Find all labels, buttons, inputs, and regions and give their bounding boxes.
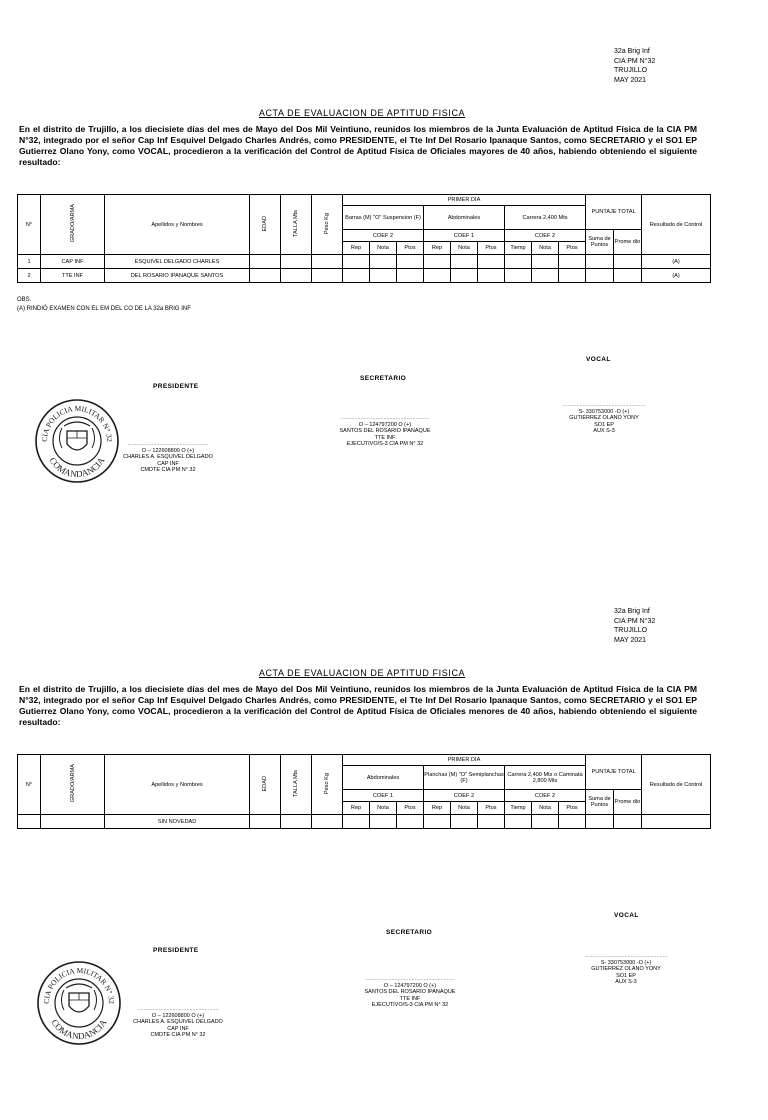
role-vocal: VOCAL	[586, 356, 611, 363]
header-line: CIA PM N°32	[614, 617, 656, 625]
coef-3: COEF 2	[505, 230, 586, 242]
intro-paragraph: En el distrito de Trujillo, a los diecisiete días del mes de Mayo del Dos Mil Veintiuno, reunidos los miembros de la Junta Evaluación de Aptitud Física de la CIA PM N°32, integrado por el señor Cap Inf Esquivel Delgado Charles Andrés, como PRESIDENTE, el Tte Inf Del Rosario Ipanaque Santos, como SECRETARIO y el SO1 EP Gutierrez Olano Yony, como VOCAL, procedieron a la verificación del Control de Aptitud Física de Oficiales mayores de 40 años, habiendo obteniendo el siguiente resultado:	[19, 124, 697, 167]
col-header-puntaje: PUNTAJE TOTAL	[586, 195, 642, 230]
sub-nota: Nota	[532, 802, 559, 815]
row-resultado: (A)	[642, 255, 711, 269]
sub-tiemp: Tiemp	[505, 802, 532, 815]
col-header-edad: EDAD	[250, 755, 281, 815]
col-header-peso: Peso Kg	[312, 195, 343, 255]
role-presidente: PRESIDENTE	[153, 383, 199, 390]
sub-rep: Rep	[424, 802, 451, 815]
table-row	[18, 815, 711, 829]
signature-secretario: .......................................................... O – 124797200 O (+) SANTOS DEL ROSARIO IPANAQUE TTE INF EJECUTIVO/S-3 CIA PM N° 32	[364, 976, 456, 1009]
signature-secretario: .......................................................... O – 124797200 O (+) SANTOS DEL ROSARIO IPANAQUE TTE INF EJECUTIVO/S-3 CIA PM N° 32	[339, 415, 431, 448]
exercise-2: Abdominales	[424, 206, 505, 230]
table-row	[18, 255, 711, 269]
sub-ptos: Ptos	[397, 802, 424, 815]
exercise-3: Carrera 2,400 Mts	[505, 206, 586, 230]
sub-tiemp: Tiemp	[505, 242, 532, 255]
exercise-1: Barras (M) "O" Suspension (F)	[343, 206, 424, 230]
exercise-2: Planchas (M) "O" Semiplanchas (F)	[424, 766, 505, 790]
obs-note: (A) RINDIÓ EXAMEN CON EL EM DEL CO DE LA 32a BRIG INF	[17, 306, 191, 312]
row-grado: TTE INF	[41, 269, 105, 283]
svg-text:CIA POLICIA MILITAR N° 32: CIA POLICIA MILITAR N° 32	[41, 965, 117, 1005]
col-header-nombre: Apellidos y Nombres	[105, 755, 250, 815]
col-header-n: N°	[18, 195, 41, 255]
col-header-puntaje: PUNTAJE TOTAL	[586, 755, 642, 790]
unit-header	[614, 47, 655, 85]
exercise-3: Carrera 2,400 Mts o Caminata 2,800 Mts	[505, 766, 586, 790]
header-line: 32a Brig Inf	[614, 608, 650, 615]
sub-ptos: Ptos	[478, 802, 505, 815]
col-header-talla: TALLA Mts	[281, 755, 312, 815]
intro-paragraph: En el distrito de Trujillo, a los diecisiete días del mes de Mayo del Dos Mil Veintiuno, reunidos los miembros de la Junta Evaluación de Aptitud Física de la CIA PM N°32, integrado por el señor Cap Inf Esquivel Delgado Charles Andrés, como PRESIDENTE, el Tte Inf Del Rosario Ipanaque Santos, como SECRETARIO y el SO1 EP Gutierrez Olano Yony, como VOCAL, procedieron a la verificación del Control de Aptitud Física de Oficiales menores de 40 años, habiendo obteniendo el siguiente resultado:	[19, 684, 697, 727]
col-header-primer-dia: PRIMER DIA	[343, 195, 586, 206]
col-header-suma: Suma de Puntos	[586, 230, 614, 255]
row-resultado: (A)	[642, 269, 711, 283]
evaluation-table	[17, 194, 711, 283]
document-title: ACTA DE EVALUACION DE APTITUD FISICA	[258, 108, 466, 118]
header-line: MAY 2021	[614, 636, 647, 644]
col-header-resultado: Resultado de Control	[642, 755, 711, 815]
coef-2: COEF 2	[424, 790, 505, 802]
signature-vocal: ...................................................... S- 330753000 -O (+) GUTIERREZ OLANO YONY SO1 EP AUX S-3	[584, 953, 668, 986]
row-number: 1	[18, 255, 41, 269]
svg-text:COMANDANCIA: COMANDANCIA	[47, 455, 107, 480]
sub-ptos: Ptos	[478, 242, 505, 255]
table-row	[18, 269, 711, 283]
sub-ptos: Ptos	[559, 802, 586, 815]
col-header-resultado: Resultado de Control	[642, 195, 711, 255]
signature-presidente: ..................................................... O – 122608800 O (+) CHARLES A. ESQUIVEL DELGADO CAP INF CMDTE CIA PM N° 32	[133, 1006, 223, 1039]
sub-nota: Nota	[370, 242, 397, 255]
evaluation-table	[17, 754, 711, 829]
svg-text:COMANDANCIA: COMANDANCIA	[49, 1017, 109, 1042]
row-nombre: ESQUIVEL DELGADO CHARLES	[105, 255, 250, 269]
col-header-edad: EDAD	[250, 195, 281, 255]
col-header-grado: GRADO/ARMA	[41, 195, 105, 255]
signature-vocal: ...................................................... S- 330753000 -O (+) GUTIERREZ OLANO YONY SO1 EP AUX S-3	[562, 402, 646, 435]
sub-rep: Rep	[343, 802, 370, 815]
header-line: 32a Brig Inf	[614, 48, 650, 55]
obs-label: OBS.	[17, 297, 32, 303]
role-presidente: PRESIDENTE	[153, 947, 199, 954]
col-header-promedio: Prome dio	[614, 790, 642, 815]
role-secretario: SECRETARIO	[386, 929, 433, 936]
row-nombre: DEL ROSARIO IPANAQUE SANTOS	[105, 269, 250, 283]
coef-3: COEF 2	[505, 790, 586, 802]
seal-stamp-icon	[36, 960, 122, 1046]
col-header-grado: GRADO/ARMA	[41, 755, 105, 815]
sub-rep: Rep	[343, 242, 370, 255]
col-header-primer-dia: PRIMER DIA	[343, 755, 586, 766]
sub-nota: Nota	[451, 802, 478, 815]
role-secretario: SECRETARIO	[360, 375, 407, 382]
sub-ptos: Ptos	[559, 242, 586, 255]
col-header-n: N°	[18, 755, 41, 815]
row-grado: CAP INF	[41, 255, 105, 269]
sub-rep: Rep	[424, 242, 451, 255]
observations	[17, 296, 191, 314]
header-line: TRUJILLO	[614, 627, 648, 634]
col-header-promedio: Prome dio	[614, 230, 642, 255]
row-number: 2	[18, 269, 41, 283]
row-sin-novedad: SIN NOVEDAD	[105, 815, 250, 829]
coef-1: COEF 2	[343, 230, 424, 242]
coef-1: COEF 1	[343, 790, 424, 802]
header-line: TRUJILLO	[614, 67, 648, 74]
unit-header	[614, 607, 655, 645]
exercise-1: Abdominales	[343, 766, 424, 790]
col-header-peso: Peso Kg	[312, 755, 343, 815]
coef-2: COEF 1	[424, 230, 505, 242]
col-header-suma: Suma de Puntos	[586, 790, 614, 815]
col-header-nombre: Apellidos y Nombres	[105, 195, 250, 255]
role-vocal: VOCAL	[614, 912, 639, 919]
svg-text:CIA POLICIA MILITAR N° 32: CIA POLICIA MILITAR N° 32	[39, 403, 115, 443]
sub-ptos: Ptos	[397, 242, 424, 255]
acta-2	[0, 560, 768, 1120]
col-header-talla: TALLA Mts	[281, 195, 312, 255]
sub-nota: Nota	[532, 242, 559, 255]
header-line: MAY 2021	[614, 76, 647, 84]
document-title: ACTA DE EVALUACION DE APTITUD FISICA	[258, 668, 466, 678]
sub-nota: Nota	[370, 802, 397, 815]
signature-presidente: ..................................................... O – 122608800 O (+) CHARLES A. ESQUIVEL DELGADO CAP INF CMDTE CIA PM N° 32	[123, 441, 213, 474]
header-line: CIA PM N°32	[614, 57, 656, 65]
sub-nota: Nota	[451, 242, 478, 255]
